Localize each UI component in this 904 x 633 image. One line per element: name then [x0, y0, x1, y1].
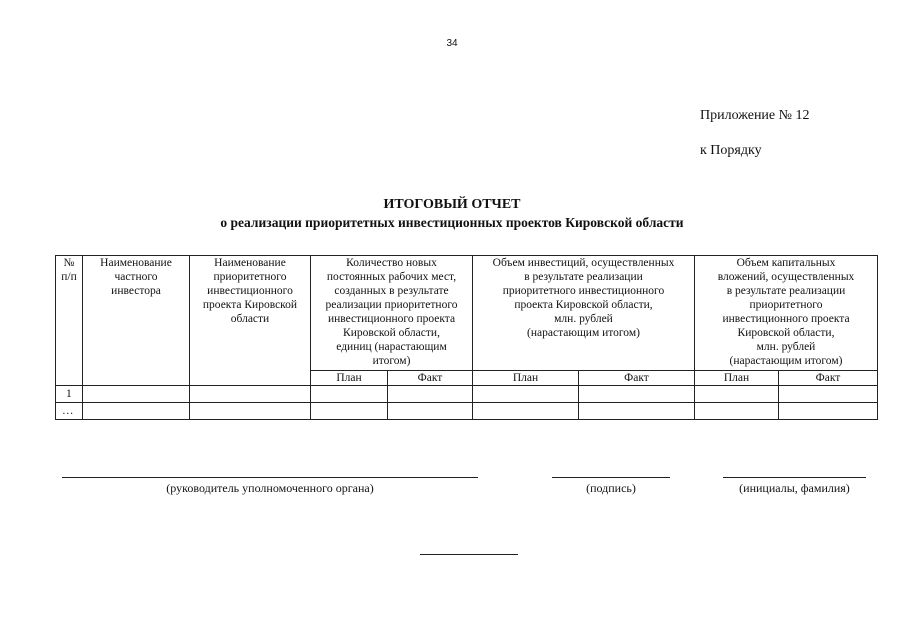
- signature-line-sign: [552, 477, 670, 478]
- signature-label-sign: (подпись): [586, 481, 636, 495]
- row-num: 1: [56, 386, 83, 403]
- signature-label-head: (руководитель уполномоченного органа): [166, 481, 374, 495]
- report-subtitle: о реализации приоритетных инвестиционных проектов Кировской области: [220, 215, 684, 230]
- page-number: 34: [446, 38, 458, 49]
- header-investments-plan: План: [473, 371, 579, 386]
- header-capital: Объем капитальных вложений, осуществленных в результате реализации приоритетного инвестиционного проекта Кировской области, млн. рублей (нарастающим итогом): [695, 256, 878, 371]
- header-capital-fact: Факт: [779, 371, 878, 386]
- header-investments-fact: Факт: [579, 371, 695, 386]
- header-jobs-plan: План: [311, 371, 388, 386]
- table-row: [56, 403, 878, 420]
- report-table: [55, 255, 878, 420]
- appendix-number: Приложение № 12: [700, 108, 810, 123]
- signature-line-head: [62, 477, 478, 478]
- header-investor: Наименование частного инвестора: [83, 256, 190, 386]
- row-num: …: [56, 403, 83, 420]
- signature-line-name: [723, 477, 866, 478]
- header-capital-plan: План: [695, 371, 779, 386]
- header-project: Наименование приоритетного инвестиционного проекта Кировской области: [190, 256, 311, 386]
- table-row: [56, 386, 878, 403]
- header-jobs-fact: Факт: [388, 371, 473, 386]
- report-title: ИТОГОВЫЙ ОТЧЕТ: [383, 197, 521, 212]
- header-jobs: Количество новых постоянных рабочих мест, созданных в результате реализации приоритетного инвестиционного проекта Кировской области, единиц (нарастающим итогом): [311, 256, 473, 371]
- signature-label-name: (инициалы, фамилия): [739, 481, 850, 495]
- appendix-reference: к Порядку: [700, 143, 762, 158]
- closing-divider: [420, 554, 518, 555]
- header-num: № п/п: [56, 256, 83, 386]
- header-investments: Объем инвестиций, осуществленных в результате реализации приоритетного инвестиционного проекта Кировской области, млн. рублей (нарастающим итогом): [473, 256, 695, 371]
